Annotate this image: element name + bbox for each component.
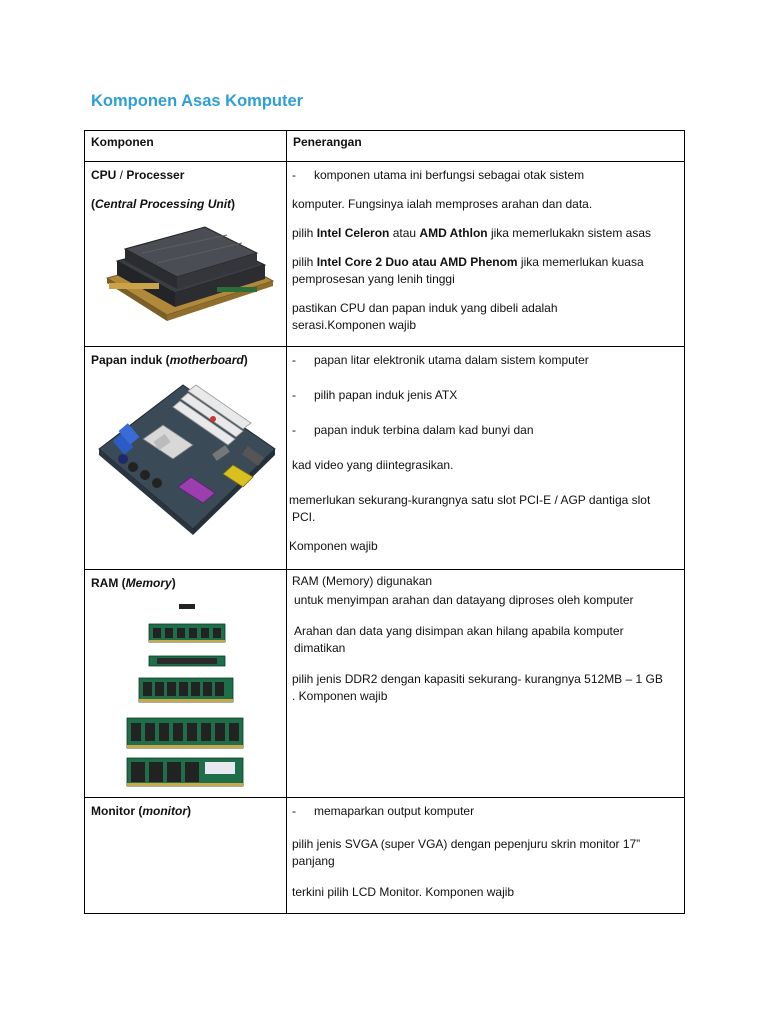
mb-desc-3: - papan induk terbina dalam kad bunyi dan <box>292 423 534 437</box>
cpu-sublabel: (Central Processing Unit) <box>91 197 236 211</box>
cell-monitor-desc <box>287 798 685 914</box>
cell-ram-label <box>85 570 287 798</box>
mb-desc-6: Komponen wajib <box>289 539 378 553</box>
header-penerangan: Penerangan <box>287 131 685 162</box>
table-row-monitor <box>85 798 685 914</box>
cpu-desc-5: pastikan CPU dan papan induk yang dibeli adalah serasi.Komponen wajib <box>292 301 558 332</box>
monitor-label: Monitor (monitor) <box>91 804 191 818</box>
ram-desc-3: Arahan dan data yang disimpan akan hilang apabila komputer dimatikan <box>294 624 624 655</box>
mb-desc-2: - pilih papan induk jenis ATX <box>292 388 458 402</box>
ram-desc-4: pilih jenis DDR2 dengan kapasiti sekurang- kurangnya 512MB – 1 GB . Komponen wajib <box>292 672 663 703</box>
cpu-desc-3: pilih Intel Celeron atau AMD Athlon jika memerlukakn sistem asas <box>292 226 651 240</box>
ram-label: RAM (Memory) <box>91 576 176 590</box>
monitor-desc-3: terkini pilih LCD Monitor. Komponen wajib <box>292 885 515 899</box>
cpu-label: CPU / Processer <box>91 168 185 182</box>
cell-motherboard-label <box>85 347 287 570</box>
cpu-chip-image <box>97 223 277 323</box>
cell-monitor-label <box>85 798 287 914</box>
table-row-cpu <box>85 162 685 347</box>
motherboard-label: Papan induk (motherboard) <box>91 353 248 367</box>
monitor-desc-2: pilih jenis SVGA (super VGA) dengan pepenjuru skrin monitor 17” panjang <box>292 837 641 868</box>
page-title: Komponen Asas Komputer <box>91 92 304 110</box>
cpu-desc-1: - komponen utama ini berfungsi sebagai otak sistem <box>292 168 585 182</box>
ram-modules-image <box>91 600 281 790</box>
components-table <box>84 130 685 914</box>
cell-cpu-label <box>85 162 287 347</box>
ram-desc-2: untuk menyimpan arahan dan datayang diproses oleh komputer <box>294 593 634 607</box>
cpu-desc-2: komputer. Fungsinya ialah memproses arahan dan data. <box>292 197 593 211</box>
monitor-desc-1: - memaparkan output komputer <box>292 804 475 818</box>
ram-desc-1: RAM (Memory) digunakan <box>292 574 433 588</box>
cell-cpu-desc <box>287 162 685 347</box>
table-row-ram <box>85 570 685 798</box>
motherboard-image <box>93 379 278 539</box>
mb-desc-5: memerlukan sekurang-kurangnya satu slot PCI-E / AGP dantiga slot PCI. <box>289 493 651 524</box>
cell-motherboard-desc <box>287 347 685 570</box>
mb-desc-4: kad video yang diintegrasikan. <box>292 458 454 472</box>
table-row-motherboard <box>85 347 685 570</box>
table-header-row <box>85 131 685 162</box>
mb-desc-1: - papan litar elektronik utama dalam sistem komputer <box>292 353 589 367</box>
header-komponen: Komponen <box>85 131 287 162</box>
cell-ram-desc <box>287 570 685 798</box>
cpu-desc-4: pilih Intel Core 2 Duo atau AMD Phenom jika memerlukan kuasa pemprosesan yang lenih tinggi <box>292 255 644 286</box>
